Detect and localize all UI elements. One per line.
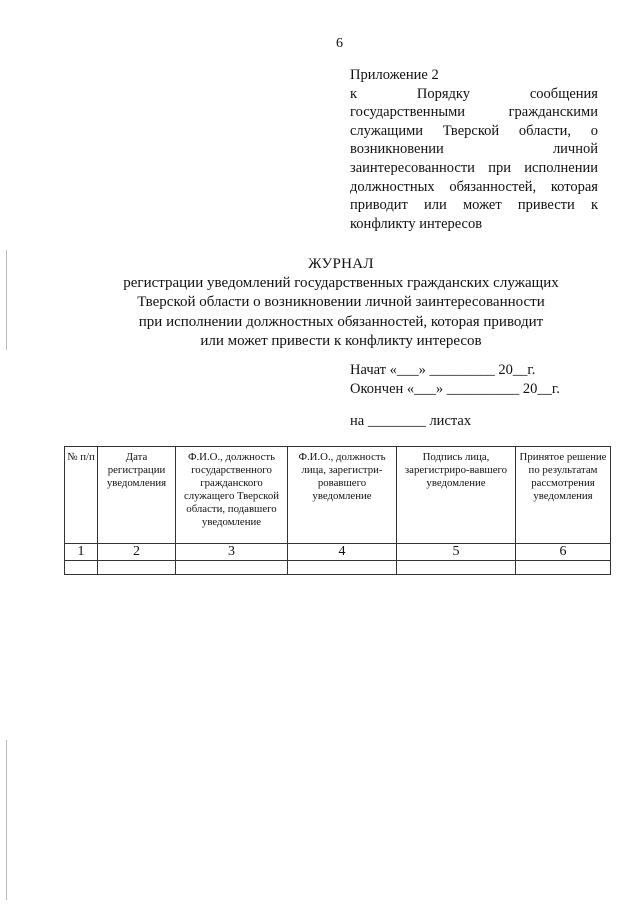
scan-edge-line <box>6 740 7 900</box>
table-cell <box>65 561 98 575</box>
header-number: № п/п <box>65 447 98 544</box>
table-cell <box>176 561 288 575</box>
table-cell <box>397 561 516 575</box>
appendix-word: или <box>424 197 447 214</box>
appendix-line <box>350 196 598 215</box>
table-cell <box>288 561 397 575</box>
column-number: 6 <box>516 544 611 561</box>
column-number: 3 <box>176 544 288 561</box>
appendix-heading: Приложение 2 <box>350 67 439 83</box>
journal-title: ЖУРНАЛ <box>308 256 374 272</box>
column-number: 4 <box>288 544 397 561</box>
appendix-word: Тверской <box>442 122 500 139</box>
journal-subtitle <box>0 274 640 351</box>
appendix-line <box>350 85 598 104</box>
appendix-line <box>350 178 598 197</box>
column-number: 2 <box>98 544 176 561</box>
appendix-word: Порядку <box>416 85 471 102</box>
register-table <box>64 446 611 575</box>
appendix-line <box>350 103 598 122</box>
header-registrar-signature: Подпись лица, зарегистриро-вавшего уведомление <box>397 447 516 544</box>
table-header-row <box>65 447 611 544</box>
journal-subtitle-line: или может привести к конфликту интересов <box>200 332 482 349</box>
journal-subtitle-line: Тверской области о возникновении личной заинтересованности <box>137 294 545 311</box>
appendix-word: обязанностей, <box>449 178 537 195</box>
appendix-word: государственными <box>350 104 466 121</box>
column-number: 5 <box>397 544 516 561</box>
appendix-word: сообщения <box>529 85 598 102</box>
header-submitter: Ф.И.О., должность государственного гражданского служащего Тверской области, подавшего уведомление <box>176 447 288 544</box>
table-row <box>65 544 611 561</box>
table-cell <box>516 561 611 575</box>
sheets-count-line: на ________ листах <box>350 413 472 429</box>
table-cell <box>98 561 176 575</box>
appendix-word: служащими <box>350 122 424 139</box>
appendix-word: личной <box>552 141 598 158</box>
header-decision: Принятое решение по результатам рассмотрения уведомления <box>516 447 611 544</box>
appendix-block <box>350 66 598 233</box>
appendix-word: гражданскими <box>508 104 598 121</box>
header-registrar: Ф.И.О., должность лица, зарегистри-ровавшего уведомление <box>288 447 397 544</box>
table-row <box>65 561 611 575</box>
appendix-word: которая <box>550 178 598 195</box>
column-number: 1 <box>65 544 98 561</box>
appendix-line <box>350 122 598 141</box>
appendix-word: может <box>463 197 502 214</box>
appendix-word: заинтересованности <box>350 159 475 176</box>
ended-date-line: Окончен «___» __________ 20__г. <box>350 381 560 397</box>
appendix-word: к <box>350 85 358 102</box>
appendix-word: исполнении <box>524 159 598 176</box>
appendix-word: к <box>590 197 598 214</box>
appendix-word: приводит <box>350 197 408 214</box>
journal-subtitle-line: регистрации уведомлений государственных гражданских служащих <box>123 275 559 291</box>
appendix-line: конфликту интересов <box>350 215 483 232</box>
page-number: 6 <box>336 36 343 51</box>
appendix-line <box>350 140 598 159</box>
appendix-word: при <box>488 159 511 176</box>
appendix-word: возникновении <box>350 141 444 158</box>
appendix-word: привести <box>517 197 575 214</box>
header-registration-date: Дата регистрации уведомления <box>98 447 176 544</box>
journal-subtitle-line: при исполнении должностных обязанностей, которая приводит <box>138 313 544 330</box>
appendix-line <box>350 159 598 178</box>
appendix-word: должностных <box>350 178 435 195</box>
appendix-word: о <box>590 122 598 139</box>
journal-dates <box>350 361 560 399</box>
appendix-word: области, <box>518 122 571 139</box>
started-date-line: Начат «___» _________ 20__г. <box>350 362 536 378</box>
